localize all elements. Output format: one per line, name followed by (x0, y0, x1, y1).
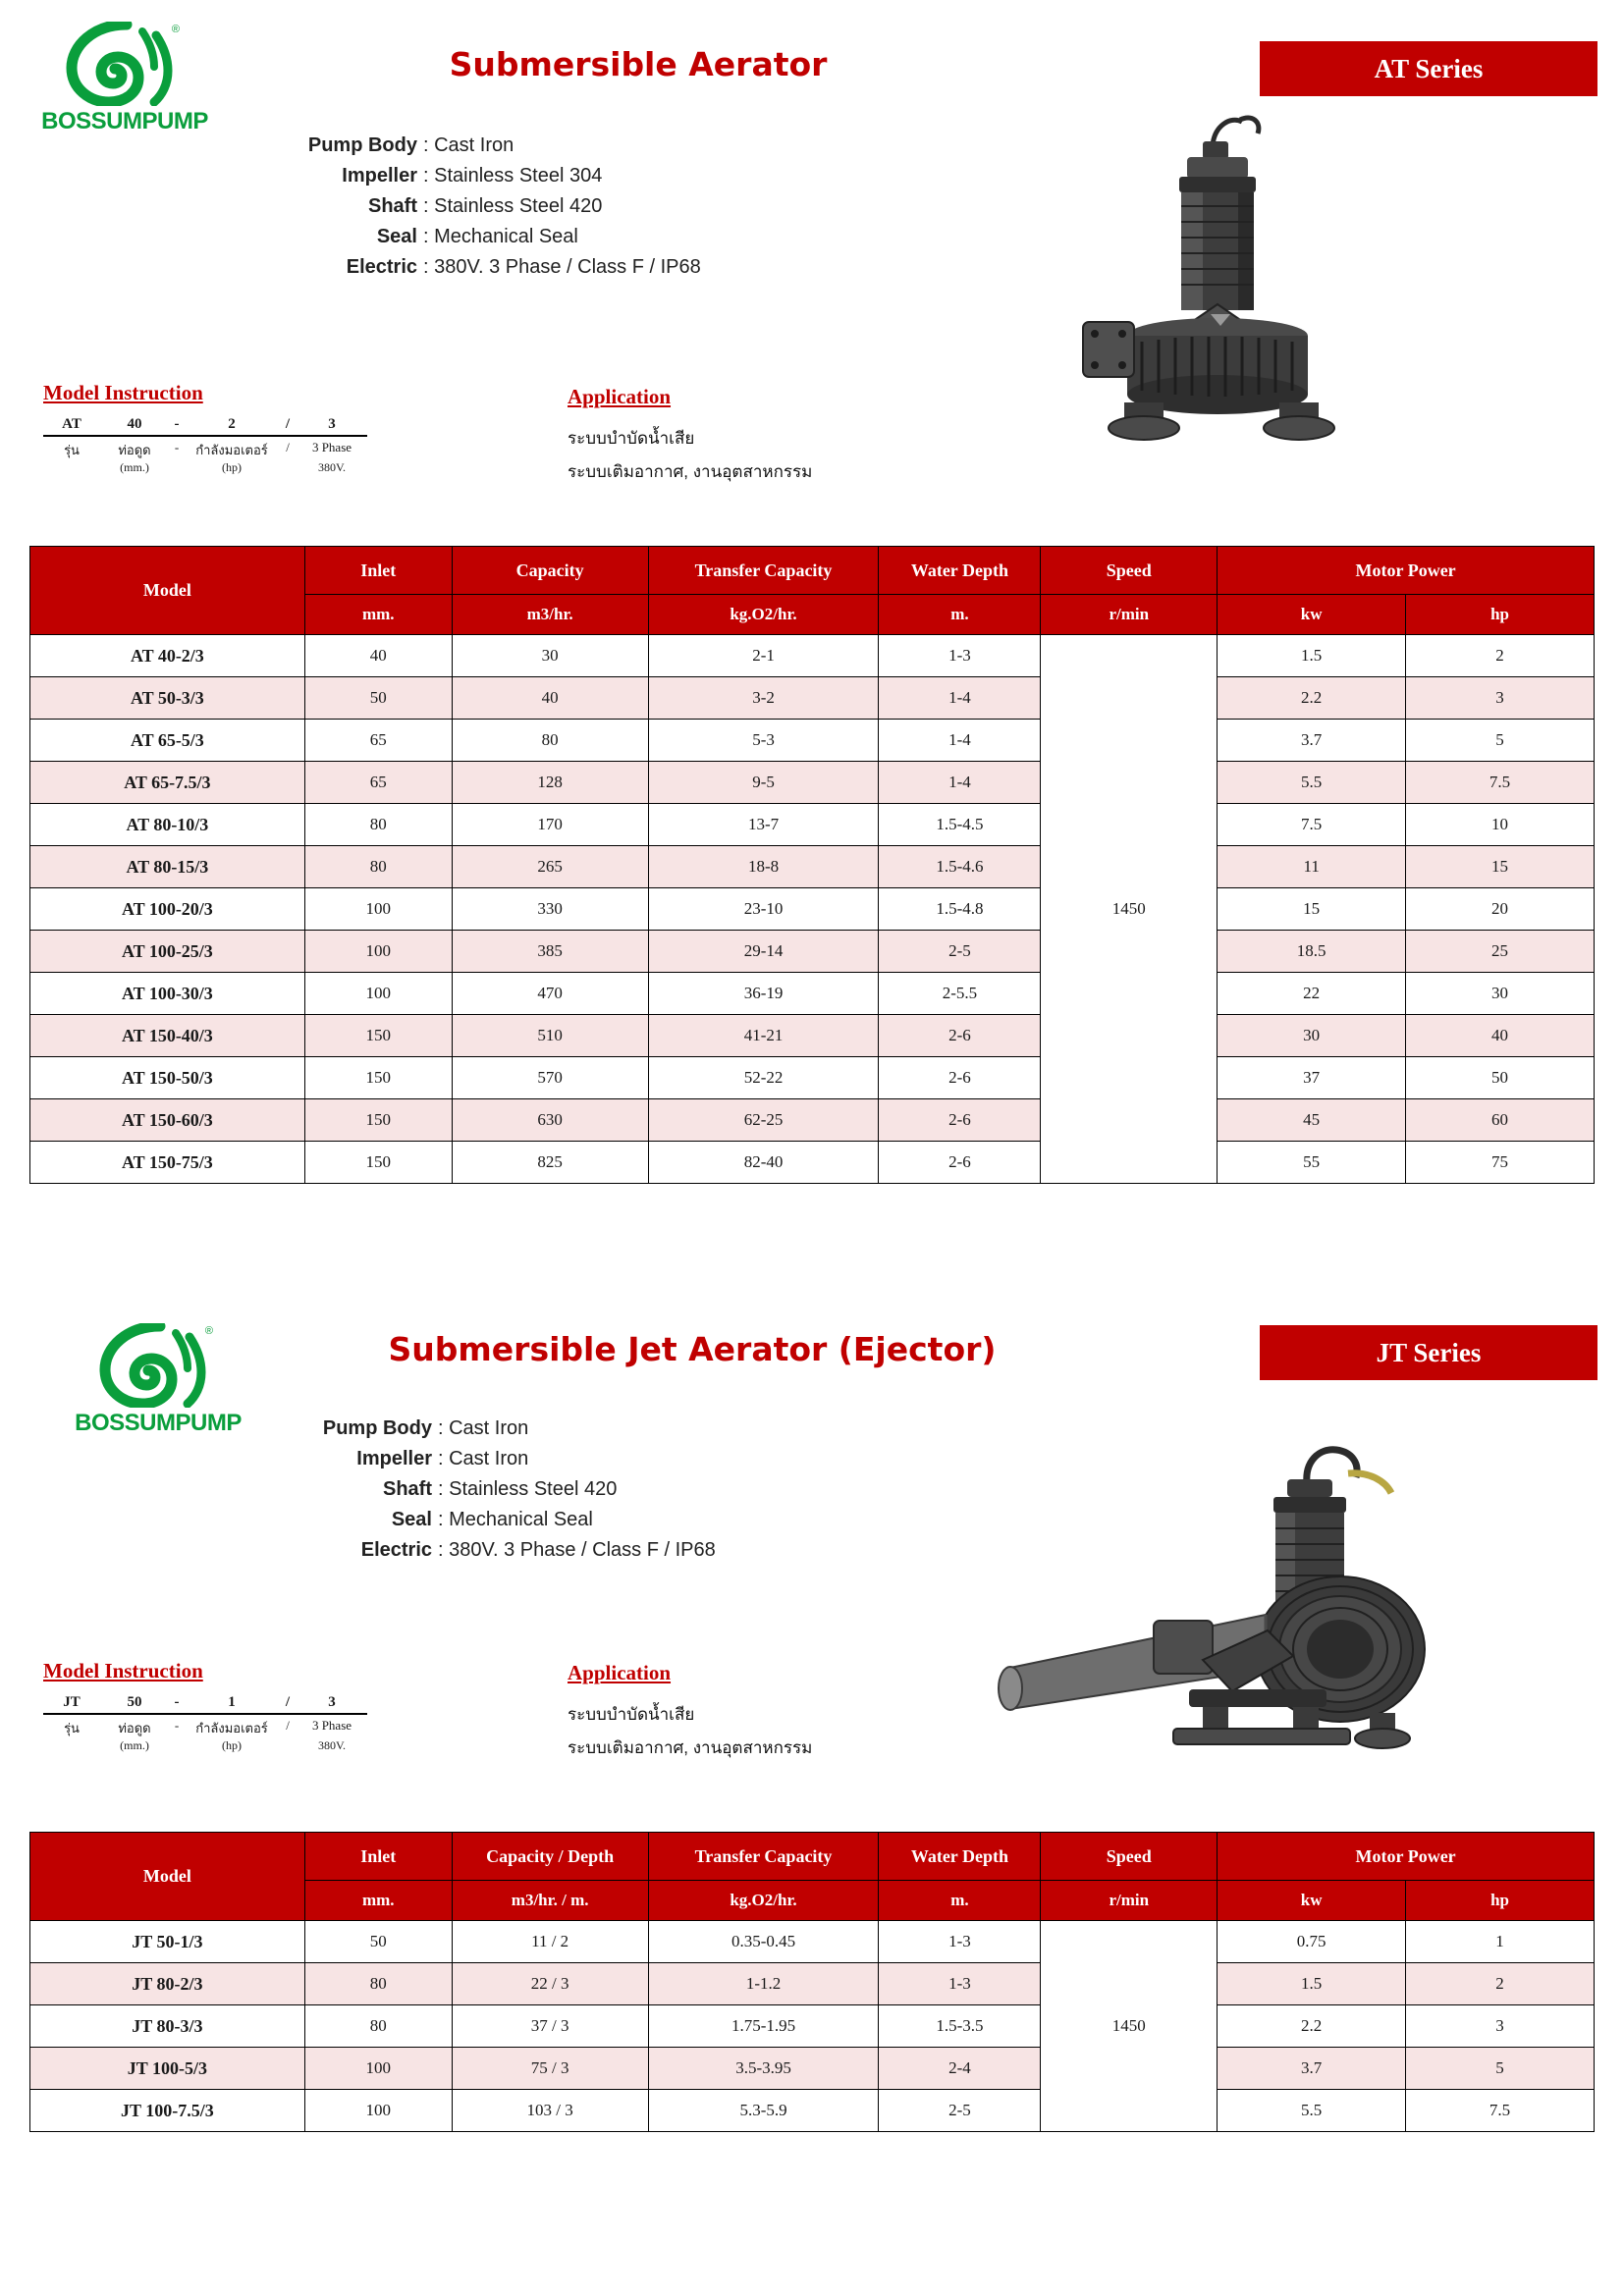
cell-model: JT 50-1/3 (30, 1921, 305, 1963)
mi-power-label: กำลังมอเตอร์ (195, 443, 268, 457)
mi-phase-label: 3 Phase (311, 440, 352, 454)
spec-row (236, 252, 701, 283)
th-capacity: Capacity (452, 547, 648, 595)
spec-value: : Stainless Steel 420 (438, 1478, 618, 1500)
spec-label: Seal (391, 1509, 432, 1530)
mi-inlet-unit: (mm.) (120, 460, 149, 474)
cell-capacity: 75 / 3 (452, 2048, 648, 2090)
th-unit-m3hr: m3/hr. (452, 595, 648, 635)
table-row (30, 677, 1595, 720)
cell-transfer: 29-14 (648, 931, 879, 973)
cell-kw: 1.5 (1218, 635, 1406, 677)
section2-spec-table (29, 1832, 1595, 2132)
brand-name: BOSSUMPUMP (75, 1410, 242, 1436)
section2-title: Submersible Jet Aerator (Ejector) (388, 1330, 997, 1368)
table-row (30, 804, 1595, 846)
cell-hp: 2 (1406, 1963, 1595, 2005)
cell-depth: 1.5-4.8 (879, 888, 1041, 931)
table-row (30, 888, 1595, 931)
brand-logo-top (22, 22, 228, 135)
registered-mark: ® (204, 1325, 213, 1337)
th-unit-rmin: r/min (1041, 595, 1218, 635)
th-motor-power: Motor Power (1218, 1833, 1595, 1881)
section2-model-instruction-box (43, 1694, 367, 1753)
cell-transfer: 3.5-3.95 (648, 2048, 879, 2090)
mi-slash-label: / (286, 440, 290, 454)
cell-capacity: 330 (452, 888, 648, 931)
mi-inlet: 40 (127, 416, 142, 432)
spec-label: Pump Body (307, 134, 417, 156)
model-unit-row (43, 460, 367, 475)
section2-model-instruction-title: Model Instruction (43, 1659, 203, 1682)
table-row (30, 2090, 1595, 2132)
cell-model: AT 150-40/3 (30, 1015, 305, 1057)
spec-label: Impeller (356, 1448, 432, 1469)
application-line: ระบบบำบัดน้ำเสีย (568, 429, 695, 448)
cell-hp: 3 (1406, 2005, 1595, 2048)
cell-transfer: 41-21 (648, 1015, 879, 1057)
cell-kw: 15 (1218, 888, 1406, 931)
spec-row (236, 161, 701, 191)
cell-model: JT 100-7.5/3 (30, 2090, 305, 2132)
mi-slash-unit (279, 460, 297, 475)
cell-kw: 3.7 (1218, 720, 1406, 762)
registered-mark: ® (171, 24, 180, 35)
cell-hp: 1 (1406, 1921, 1595, 1963)
mi-power: 1 (228, 1694, 236, 1710)
cell-capacity: 825 (452, 1142, 648, 1184)
spec-value: : 380V. 3 Phase / Class F / IP68 (423, 256, 701, 278)
spec-row (236, 131, 701, 161)
brand-logo-bottom (55, 1323, 261, 1437)
mi-slash: / (285, 1694, 291, 1710)
th-model: Model (30, 1833, 305, 1921)
cell-hp: 7.5 (1406, 762, 1595, 804)
cell-inlet: 50 (304, 1921, 452, 1963)
cell-hp: 20 (1406, 888, 1595, 931)
table-row (30, 1963, 1595, 2005)
th-unit-m3hr-m: m3/hr. / m. (452, 1881, 648, 1921)
submersible-aerator-illustration (1065, 108, 1389, 491)
table-row (30, 762, 1595, 804)
cell-model: JT 100-5/3 (30, 2048, 305, 2090)
cell-kw: 5.5 (1218, 2090, 1406, 2132)
cell-transfer: 3-2 (648, 677, 879, 720)
cell-capacity: 40 (452, 677, 648, 720)
table-row (30, 973, 1595, 1015)
table-row (30, 2048, 1595, 2090)
mi-prefix-unit (43, 460, 100, 475)
th-inlet: Inlet (304, 1833, 452, 1881)
logo-swirl-icon (99, 1323, 217, 1408)
cell-inlet: 100 (304, 2048, 452, 2090)
cell-transfer: 5-3 (648, 720, 879, 762)
th-unit-m: m. (879, 595, 1041, 635)
cell-hp: 50 (1406, 1057, 1595, 1099)
table-row (30, 1921, 1595, 1963)
cell-speed: 1450 (1041, 635, 1218, 1184)
cell-hp: 5 (1406, 2048, 1595, 2090)
cell-kw: 3.7 (1218, 2048, 1406, 2090)
model-code-row (43, 1694, 367, 1713)
cell-depth: 1-3 (879, 1921, 1041, 1963)
cell-inlet: 100 (304, 2090, 452, 2132)
mi-dash-unit (169, 460, 185, 475)
mi-prefix-label: รุ่น (64, 1721, 80, 1735)
spec-value: : Stainless Steel 420 (423, 195, 603, 217)
spec-row (250, 1444, 716, 1474)
cell-hp: 15 (1406, 846, 1595, 888)
spec-label: Seal (376, 226, 417, 247)
cell-capacity: 510 (452, 1015, 648, 1057)
cell-capacity: 128 (452, 762, 648, 804)
spec-row (250, 1505, 716, 1535)
cell-hp: 7.5 (1406, 2090, 1595, 2132)
cell-capacity: 11 / 2 (452, 1921, 648, 1963)
aerator-product-photo (1065, 108, 1389, 491)
th-unit-hp: hp (1406, 1881, 1595, 1921)
mi-inlet-label: ท่อดูด (118, 1721, 151, 1735)
th-speed: Speed (1041, 1833, 1218, 1881)
mi-dash-unit (169, 1738, 185, 1753)
cell-inlet: 40 (304, 635, 452, 677)
cell-capacity: 265 (452, 846, 648, 888)
cell-transfer: 82-40 (648, 1142, 879, 1184)
cell-transfer: 1-1.2 (648, 1963, 879, 2005)
th-unit-mm: mm. (304, 595, 452, 635)
spec-value: : Stainless Steel 304 (423, 165, 603, 187)
th-capacity-depth: Capacity / Depth (452, 1833, 648, 1881)
cell-inlet: 65 (304, 762, 452, 804)
spec-value: : Cast Iron (438, 1448, 529, 1469)
cell-capacity: 385 (452, 931, 648, 973)
cell-hp: 10 (1406, 804, 1595, 846)
table-row (30, 1142, 1595, 1184)
table-row (30, 931, 1595, 973)
spec-row (250, 1414, 716, 1444)
mi-slash-label: / (286, 1718, 290, 1733)
section2-spec-list (250, 1414, 716, 1566)
application-line: ระบบเติมอากาศ, งานอุตสาหกรรม (568, 462, 813, 481)
cell-hp: 60 (1406, 1099, 1595, 1142)
cell-inlet: 100 (304, 888, 452, 931)
th-unit-mm: mm. (304, 1881, 452, 1921)
application-line: ระบบบำบัดน้ำเสีย (568, 1705, 695, 1724)
cell-depth: 1-4 (879, 762, 1041, 804)
cell-model: AT 80-10/3 (30, 804, 305, 846)
cell-model: AT 150-60/3 (30, 1099, 305, 1142)
table-row (30, 846, 1595, 888)
cell-kw: 2.2 (1218, 677, 1406, 720)
cell-model: AT 150-50/3 (30, 1057, 305, 1099)
section2-application-lines (568, 1698, 812, 1765)
cell-inlet: 80 (304, 2005, 452, 2048)
th-unit-hp: hp (1406, 595, 1595, 635)
cell-capacity: 103 / 3 (452, 2090, 648, 2132)
cell-kw: 5.5 (1218, 762, 1406, 804)
brand-name: BOSSUMPUMP (41, 108, 208, 134)
spec-label: Electric (346, 256, 417, 278)
cell-kw: 2.2 (1218, 2005, 1406, 2048)
cell-depth: 1-4 (879, 677, 1041, 720)
model-meaning-row (43, 1715, 367, 1738)
cell-depth: 1.5-3.5 (879, 2005, 1041, 2048)
cell-inlet: 80 (304, 846, 452, 888)
cell-kw: 7.5 (1218, 804, 1406, 846)
mi-phase-label: 3 Phase (311, 1718, 352, 1733)
mi-dash-label: - (174, 1718, 180, 1733)
cell-kw: 1.5 (1218, 1963, 1406, 2005)
cell-model: AT 100-20/3 (30, 888, 305, 931)
spec-row (236, 191, 701, 222)
spec-label: Shaft (368, 195, 417, 217)
cell-inlet: 100 (304, 931, 452, 973)
cell-kw: 0.75 (1218, 1921, 1406, 1963)
cell-depth: 2-4 (879, 2048, 1041, 2090)
th-motor-power: Motor Power (1218, 547, 1595, 595)
spec-value: : Cast Iron (423, 134, 514, 156)
th-unit-kgo2: kg.O2/hr. (648, 595, 879, 635)
mi-phase: 3 (328, 1694, 336, 1710)
th-water-depth: Water Depth (879, 1833, 1041, 1881)
section1-application-title: Application (568, 385, 672, 408)
cell-hp: 25 (1406, 931, 1595, 973)
cell-inlet: 80 (304, 1963, 452, 2005)
cell-inlet: 150 (304, 1057, 452, 1099)
cell-inlet: 150 (304, 1142, 452, 1184)
cell-transfer: 2-1 (648, 635, 879, 677)
mi-voltage-unit: 380V. (317, 1738, 347, 1752)
spec-value: : Cast Iron (438, 1417, 529, 1439)
cell-inlet: 65 (304, 720, 452, 762)
spec-label: Pump Body (322, 1417, 432, 1439)
mi-prefix: JT (63, 1694, 81, 1710)
cell-capacity: 37 / 3 (452, 2005, 648, 2048)
th-unit-kw: kw (1218, 595, 1406, 635)
cell-model: AT 40-2/3 (30, 635, 305, 677)
cell-capacity: 170 (452, 804, 648, 846)
cell-hp: 40 (1406, 1015, 1595, 1057)
th-unit-rmin: r/min (1041, 1881, 1218, 1921)
section1-spec-table (29, 546, 1595, 1184)
cell-capacity: 80 (452, 720, 648, 762)
table-header-row (30, 547, 1595, 595)
cell-inlet: 80 (304, 804, 452, 846)
spec-label: Electric (360, 1539, 432, 1561)
cell-model: AT 100-25/3 (30, 931, 305, 973)
spec-row (250, 1474, 716, 1505)
cell-hp: 75 (1406, 1142, 1595, 1184)
th-speed: Speed (1041, 547, 1218, 595)
mi-slash-unit (279, 1738, 297, 1753)
table-row (30, 1057, 1595, 1099)
cell-kw: 45 (1218, 1099, 1406, 1142)
section1-model-instruction-box (43, 416, 367, 475)
cell-depth: 1.5-4.6 (879, 846, 1041, 888)
cell-kw: 18.5 (1218, 931, 1406, 973)
cell-speed: 1450 (1041, 1921, 1218, 2132)
application-line: ระบบเติมอากาศ, งานอุตสาหกรรม (568, 1738, 813, 1757)
cell-model: AT 80-15/3 (30, 846, 305, 888)
cell-model: AT 50-3/3 (30, 677, 305, 720)
cell-kw: 11 (1218, 846, 1406, 888)
mi-power-unit: (hp) (222, 1738, 242, 1752)
cell-transfer: 62-25 (648, 1099, 879, 1142)
cell-capacity: 470 (452, 973, 648, 1015)
cell-depth: 2-5 (879, 931, 1041, 973)
cell-transfer: 1.75-1.95 (648, 2005, 879, 2048)
cell-hp: 3 (1406, 677, 1595, 720)
cell-transfer: 5.3-5.9 (648, 2090, 879, 2132)
mi-inlet-unit: (mm.) (120, 1738, 149, 1752)
cell-model: AT 150-75/3 (30, 1142, 305, 1184)
model-code-row (43, 416, 367, 435)
mi-power: 2 (228, 416, 236, 432)
cell-kw: 30 (1218, 1015, 1406, 1057)
cell-capacity: 570 (452, 1057, 648, 1099)
cell-hp: 30 (1406, 973, 1595, 1015)
th-transfer-capacity: Transfer Capacity (648, 1833, 879, 1881)
section1-model-instruction-title: Model Instruction (43, 381, 203, 404)
mi-prefix: AT (62, 416, 81, 432)
mi-dash: - (174, 1694, 180, 1710)
mi-voltage-unit: 380V. (317, 460, 347, 474)
cell-model: JT 80-2/3 (30, 1963, 305, 2005)
cell-inlet: 100 (304, 973, 452, 1015)
table-row (30, 2005, 1595, 2048)
cell-transfer: 0.35-0.45 (648, 1921, 879, 1963)
mi-dash-label: - (174, 440, 180, 454)
jet-aerator-product-photo (908, 1428, 1497, 1762)
th-model: Model (30, 547, 305, 635)
logo-mark-icon (99, 1323, 217, 1408)
section2-application-title: Application (568, 1661, 672, 1684)
section1-application-lines (568, 422, 812, 489)
table-header-row (30, 1833, 1595, 1881)
mi-power-unit: (hp) (222, 460, 242, 474)
cell-depth: 1-4 (879, 720, 1041, 762)
spec-value: : Mechanical Seal (438, 1509, 593, 1530)
cell-depth: 1.5-4.5 (879, 804, 1041, 846)
cell-transfer: 23-10 (648, 888, 879, 931)
model-meaning-row (43, 437, 367, 460)
mi-prefix-unit (43, 1738, 100, 1753)
cell-depth: 2-6 (879, 1142, 1041, 1184)
mi-dash: - (174, 416, 180, 432)
mi-prefix-label: รุ่น (64, 443, 80, 457)
mi-inlet: 50 (127, 1694, 142, 1710)
cell-hp: 2 (1406, 635, 1595, 677)
cell-kw: 37 (1218, 1057, 1406, 1099)
th-unit-m: m. (879, 1881, 1041, 1921)
model-unit-row (43, 1738, 367, 1753)
cell-transfer: 52-22 (648, 1057, 879, 1099)
cell-transfer: 36-19 (648, 973, 879, 1015)
cell-depth: 2-5 (879, 2090, 1041, 2132)
table-row (30, 720, 1595, 762)
spec-row (236, 222, 701, 252)
cell-model: AT 65-7.5/3 (30, 762, 305, 804)
cell-hp: 5 (1406, 720, 1595, 762)
cell-inlet: 150 (304, 1015, 452, 1057)
logo-swirl-icon (66, 22, 184, 106)
submersible-jet-aerator-illustration (908, 1428, 1497, 1762)
cell-depth: 2-5.5 (879, 973, 1041, 1015)
spec-label: Shaft (383, 1478, 432, 1500)
cell-model: AT 65-5/3 (30, 720, 305, 762)
table-row (30, 1015, 1595, 1057)
th-inlet: Inlet (304, 547, 452, 595)
cell-inlet: 150 (304, 1099, 452, 1142)
th-unit-kgo2: kg.O2/hr. (648, 1881, 879, 1921)
cell-depth: 2-6 (879, 1015, 1041, 1057)
cell-transfer: 18-8 (648, 846, 879, 888)
spec-value: : 380V. 3 Phase / Class F / IP68 (438, 1539, 716, 1561)
section1-title: Submersible Aerator (449, 45, 828, 83)
th-transfer-capacity: Transfer Capacity (648, 547, 879, 595)
spec-label: Impeller (342, 165, 417, 187)
spec-row (250, 1535, 716, 1566)
section1-series-badge: AT Series (1260, 41, 1597, 96)
logo-mark-icon (66, 22, 184, 106)
cell-depth: 1-3 (879, 635, 1041, 677)
section1-spec-list (236, 131, 701, 283)
cell-transfer: 9-5 (648, 762, 879, 804)
cell-depth: 2-6 (879, 1057, 1041, 1099)
cell-transfer: 13-7 (648, 804, 879, 846)
spec-value: : Mechanical Seal (423, 226, 578, 247)
mi-phase: 3 (328, 416, 336, 432)
mi-slash: / (285, 416, 291, 432)
cell-capacity: 630 (452, 1099, 648, 1142)
th-unit-kw: kw (1218, 1881, 1406, 1921)
cell-capacity: 30 (452, 635, 648, 677)
th-water-depth: Water Depth (879, 547, 1041, 595)
table-row (30, 635, 1595, 677)
cell-depth: 2-6 (879, 1099, 1041, 1142)
cell-kw: 22 (1218, 973, 1406, 1015)
cell-model: AT 100-30/3 (30, 973, 305, 1015)
cell-depth: 1-3 (879, 1963, 1041, 2005)
table-row (30, 1099, 1595, 1142)
cell-model: JT 80-3/3 (30, 2005, 305, 2048)
mi-inlet-label: ท่อดูด (118, 443, 151, 457)
cell-inlet: 50 (304, 677, 452, 720)
cell-capacity: 22 / 3 (452, 1963, 648, 2005)
mi-power-label: กำลังมอเตอร์ (195, 1721, 268, 1735)
section2-series-badge: JT Series (1260, 1325, 1597, 1380)
cell-kw: 55 (1218, 1142, 1406, 1184)
